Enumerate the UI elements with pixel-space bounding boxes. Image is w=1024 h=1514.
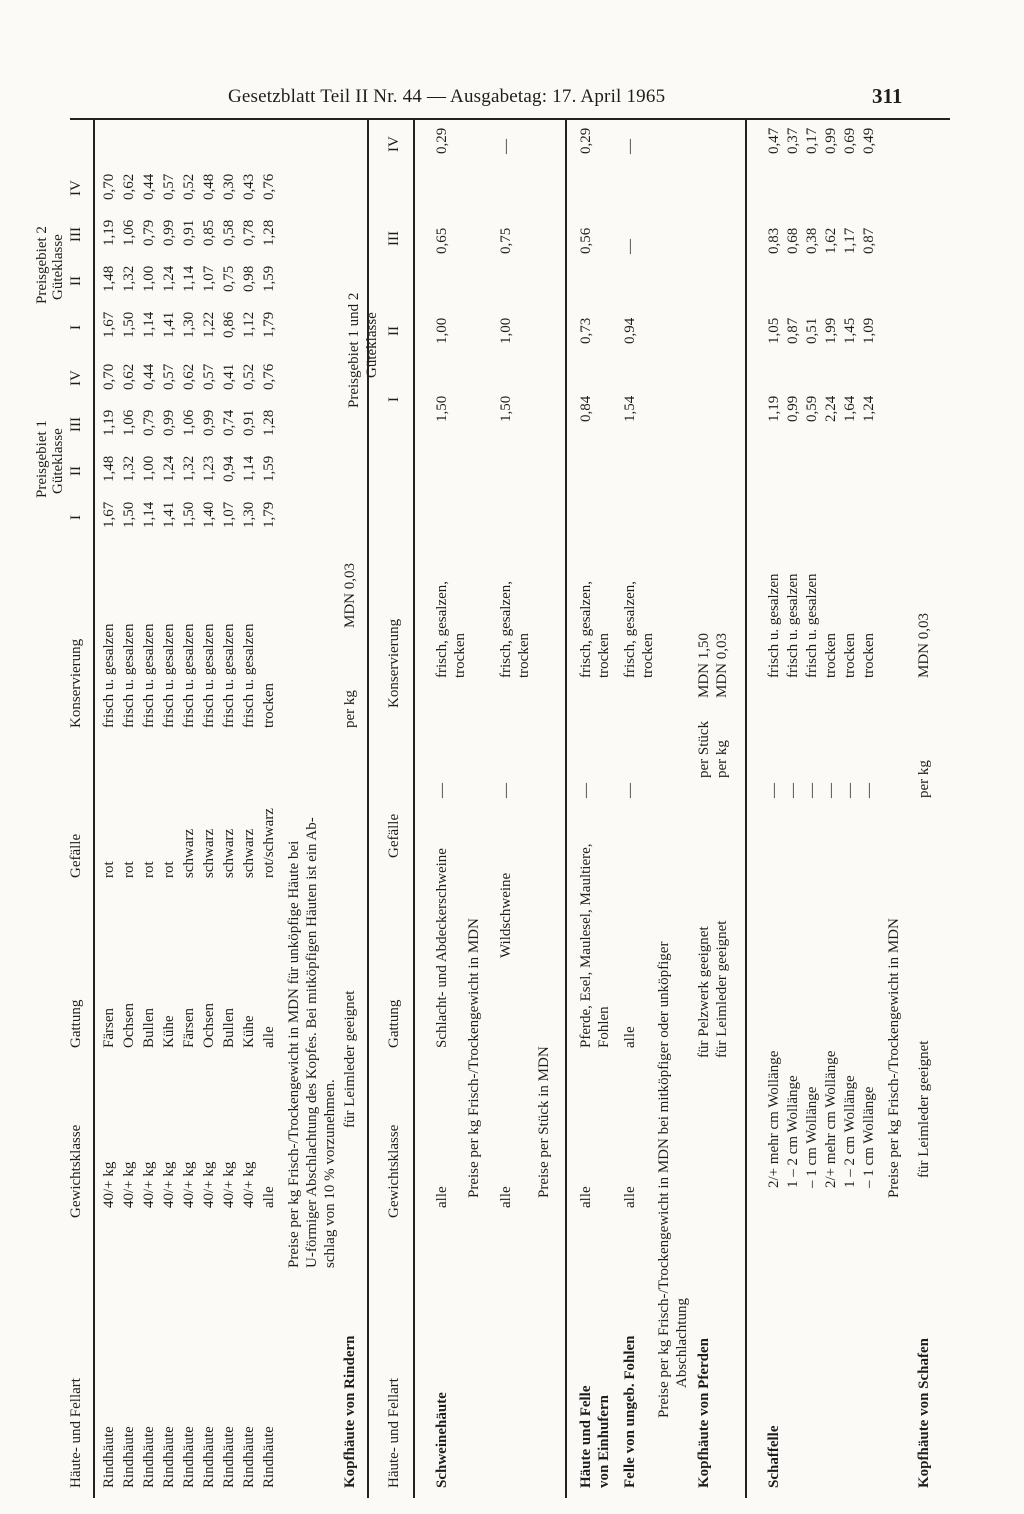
fohlen-konservierung: trocken — [640, 633, 656, 678]
wild-price-3: 0,75 — [498, 227, 514, 254]
schaf-konservierung: frisch u. gesalzen — [804, 573, 820, 678]
row-pg2-price-2: 1,32 — [121, 265, 137, 292]
note-pferde-line: Preise per kg Frisch-/Trockengewicht in MDN bei mitköpfiger oder unköpfiger — [656, 941, 672, 1418]
col-header-konservierung-2: Konservierung — [386, 618, 402, 708]
row-pg2-price-4: 0,52 — [181, 173, 197, 200]
schaf-price-2: 0,51 — [804, 317, 820, 344]
row-gefaelle: schwarz — [201, 828, 217, 878]
row-pg1-price-1: 1,79 — [261, 501, 277, 528]
header-pg12-I: I — [386, 397, 402, 402]
schwein-price-2: 1,00 — [434, 317, 450, 344]
row-gewichtsklasse: 40/+ kg — [141, 1161, 157, 1208]
header-preisgebiet-2: Preisgebiet 2 — [34, 226, 50, 304]
row-pg1-price-2: 1,23 — [201, 455, 217, 482]
rotated-price-table — [34, 0, 955, 1498]
row-konservierung: frisch u. gesalzen — [161, 623, 177, 728]
row-gefaelle: rot — [101, 861, 117, 878]
row-pg2-price-4: 0,48 — [201, 173, 217, 200]
einhufer-gattung: Pferde, Esel, Maulesel, Maultiere, — [578, 843, 594, 1048]
row-pg1-price-4: 0,44 — [141, 363, 157, 390]
schwein-price-3: 0,65 — [434, 227, 450, 254]
einhufer-gattung: Fohlen — [596, 1006, 612, 1048]
schwein-konservierung: trocken — [452, 633, 468, 678]
wild-price-1: 1,50 — [498, 395, 514, 422]
row-konservierung: frisch u. gesalzen — [141, 623, 157, 728]
schaf-price-4: 0,17 — [804, 127, 820, 154]
schwein-price-1: 1,50 — [434, 395, 450, 422]
schaf-konservierung: trocken — [861, 633, 877, 678]
schaf-klasse: 2/+ mehr cm Wollänge — [823, 1050, 839, 1188]
row-pg1-price-1: 1,50 — [121, 501, 137, 528]
schaf-gefaelle: — — [823, 783, 839, 798]
schaf-price-1: 0,59 — [804, 395, 820, 422]
wild-gefaelle: — — [498, 783, 514, 798]
schwein-gefaelle: — — [434, 783, 450, 798]
section-rule-3 — [745, 118, 747, 1498]
schaf-price-2: 1,05 — [766, 317, 782, 344]
header-preisgebiet-1: Preisgebiet 1 — [34, 420, 50, 498]
row-pg1-price-4: 0,62 — [121, 363, 137, 390]
row-konservierung: frisch u. gesalzen — [221, 623, 237, 728]
row-gattung: Färsen — [101, 1008, 117, 1048]
col-header-gattung-2: Gattung — [386, 999, 402, 1048]
schaf-price-1: 2,24 — [823, 395, 839, 422]
wild-klasse: alle — [498, 1186, 514, 1208]
row-gattung: Bullen — [221, 1008, 237, 1048]
einhufer-price-1: 0,84 — [578, 395, 594, 422]
row-pg2-price-3: 0,58 — [221, 219, 237, 246]
schaf-price-4: 0,47 — [766, 127, 782, 154]
header-pg12-III: III — [386, 231, 402, 246]
note-rinder-line: U-förmiger Abschlachtung des Kopfes. Bei mitköpfigen Häuten ist ein Ab- — [304, 817, 320, 1268]
row-pg1-price-1: 1,30 — [241, 501, 257, 528]
row-pg1-price-2: 1,59 — [261, 455, 277, 482]
schaf-klasse: 1 – 2 cm Wollänge — [842, 1075, 858, 1188]
gazette-title: Gesetzblatt Teil II Nr. 44 — Ausgabetag: 17. April 1965 — [228, 86, 666, 107]
row-gefaelle: rot — [121, 861, 137, 878]
row-gewichtsklasse: 40/+ kg — [121, 1161, 137, 1208]
row-gewichtsklasse: 40/+ kg — [221, 1161, 237, 1208]
fohlen-art: Felle von ungeb. Fohlen — [622, 1335, 638, 1488]
row-pg1-price-4: 0,57 — [201, 363, 217, 390]
note-rinder-line: schlag von 10 % vorzunehmen. — [322, 1079, 338, 1268]
schaf-gefaelle: — — [785, 783, 801, 798]
row-gefaelle: rot — [141, 861, 157, 878]
kopf-pferde-art: Kopfhäute von Pferden — [696, 1338, 712, 1488]
row-pg1-price-4: 0,62 — [181, 363, 197, 390]
schaf-price-3: 1,17 — [842, 227, 858, 254]
einhufer-price-4: 0,29 — [578, 127, 594, 154]
row-pg2-price-3: 0,91 — [181, 219, 197, 246]
row-pg1-price-1: 1,07 — [221, 501, 237, 528]
row-gattung: Ochsen — [201, 1003, 217, 1048]
row-pg1-price-2: 1,32 — [181, 455, 197, 482]
col-header-art: Häute- und Fellart — [68, 1378, 84, 1488]
einhufer-price-2: 0,73 — [578, 317, 594, 344]
header-gueteklasse-3: Güteklasse — [364, 312, 380, 378]
schaf-price-2: 0,87 — [785, 317, 801, 344]
row-pg1-price-2: 1,14 — [241, 455, 257, 482]
row-pg2-price-3: 1,06 — [121, 219, 137, 246]
header-pg2-IV: IV — [68, 180, 84, 196]
row-pg2-price-1: 1,14 — [141, 311, 157, 338]
row-pg2-price-4: 0,62 — [121, 173, 137, 200]
row-gattung: Färsen — [181, 1008, 197, 1048]
kopf-rinder-price: MDN 0,03 — [342, 562, 358, 628]
row-pg2-price-2: 0,98 — [241, 265, 257, 292]
wild-konservierung: trocken — [516, 633, 532, 678]
fohlen-gattung: alle — [622, 1026, 638, 1048]
row-pg1-price-3: 1,06 — [121, 409, 137, 436]
row-gattung: alle — [261, 1026, 277, 1048]
row-gewichtsklasse: 40/+ kg — [201, 1161, 217, 1208]
schaf-konservierung: trocken — [823, 633, 839, 678]
wild-price-4: — — [498, 139, 514, 154]
header-pg2-III: III — [68, 227, 84, 242]
row-pg1-price-3: 1,19 — [101, 409, 117, 436]
row-pg2-price-4: 0,44 — [141, 173, 157, 200]
schaf-price-1: 1,24 — [861, 395, 877, 422]
row-pg1-price-4: 0,52 — [241, 363, 257, 390]
header-preisgebiet-1-und-2: Preisgebiet 1 und 2 — [346, 292, 362, 408]
header-pg12-II: II — [386, 326, 402, 336]
schaf-konservierung: trocken — [842, 633, 858, 678]
row-pg2-price-2: 0,75 — [221, 265, 237, 292]
row-pg2-price-1: 1,30 — [181, 311, 197, 338]
row-pg2-price-1: 1,12 — [241, 311, 257, 338]
kopf-pferde-price-2: MDN 0,03 — [714, 632, 730, 698]
row-pg2-price-1: 1,67 — [101, 311, 117, 338]
row-art: Rindhäute — [161, 1426, 177, 1488]
schaf-gefaelle: — — [842, 783, 858, 798]
row-pg1-price-3: 0,74 — [221, 409, 237, 436]
row-pg1-price-3: 1,28 — [261, 409, 277, 436]
schwein-konservierung: frisch, gesalzen, — [434, 580, 450, 678]
einhufer-konservierung: trocken — [596, 633, 612, 678]
row-pg1-price-2: 1,24 — [161, 455, 177, 482]
row-pg1-price-2: 1,00 — [141, 455, 157, 482]
header-pg2-II: II — [68, 276, 84, 286]
einhufer-konservierung: frisch, gesalzen, — [578, 580, 594, 678]
row-art: Rindhäute — [121, 1426, 137, 1488]
schaf-price-4: 0,37 — [785, 127, 801, 154]
schaf-konservierung: frisch u. gesalzen — [785, 573, 801, 678]
fohlen-gefaelle: — — [622, 783, 638, 798]
row-pg2-price-2: 1,48 — [101, 265, 117, 292]
row-pg2-price-2: 1,14 — [181, 265, 197, 292]
row-konservierung: frisch u. gesalzen — [241, 623, 257, 728]
row-pg1-price-4: 0,76 — [261, 363, 277, 390]
col-header-gattung: Gattung — [68, 999, 84, 1048]
col-header-gewichtsklasse-2: Gewichtsklasse — [386, 1124, 402, 1218]
schaf-gefaelle: — — [766, 783, 782, 798]
schaf-price-1: 1,19 — [766, 395, 782, 422]
kopf-schafe-price: MDN 0,03 — [916, 612, 932, 678]
schaf-price-3: 0,68 — [785, 227, 801, 254]
fohlen-price-2: 0,94 — [622, 317, 638, 344]
einhufer-art: Häute und Felle — [578, 1385, 594, 1488]
row-konservierung: frisch u. gesalzen — [201, 623, 217, 728]
row-gattung: Kühe — [161, 1015, 177, 1048]
row-pg2-price-1: 1,22 — [201, 311, 217, 338]
header-pg2-I: I — [68, 325, 84, 330]
schaf-price-2: 1,09 — [861, 317, 877, 344]
row-pg2-price-3: 0,78 — [241, 219, 257, 246]
schwein-art: Schweinehäute — [434, 1392, 450, 1488]
kopf-pferde-unit-2: per kg — [714, 740, 730, 778]
schaf-gefaelle: — — [861, 783, 877, 798]
row-art: Rindhäute — [221, 1426, 237, 1488]
fohlen-price-1: 1,54 — [622, 395, 638, 422]
row-pg2-price-3: 1,28 — [261, 219, 277, 246]
schaf-price-3: 0,83 — [766, 227, 782, 254]
header-gueteklasse-1: Güteklasse — [50, 428, 66, 494]
row-gewichtsklasse: 40/+ kg — [101, 1161, 117, 1208]
row-pg1-price-3: 0,91 — [241, 409, 257, 436]
row-pg2-price-1: 1,50 — [121, 311, 137, 338]
col-header-gefaelle: Gefälle — [68, 833, 84, 878]
row-pg2-price-4: 0,30 — [221, 173, 237, 200]
row-art: Rindhäute — [101, 1426, 117, 1488]
note-pferde-line: Abschlachtung — [674, 1298, 690, 1388]
schaf-klasse: 1 – 2 cm Wollänge — [785, 1075, 801, 1188]
row-art: Rindhäute — [181, 1426, 197, 1488]
row-pg1-price-1: 1,67 — [101, 501, 117, 528]
header-pg1-II: II — [68, 466, 84, 476]
row-pg2-price-1: 1,79 — [261, 311, 277, 338]
schaf-price-4: 0,49 — [861, 127, 877, 154]
row-pg1-price-2: 1,32 — [121, 455, 137, 482]
row-art: Rindhäute — [241, 1426, 257, 1488]
row-gefaelle: schwarz — [221, 828, 237, 878]
fohlen-price-3: — — [622, 239, 638, 254]
col-header-art-2: Häute- und Fellart — [386, 1378, 402, 1488]
kopf-schafe-use: für Leimleder geeignet — [916, 1040, 932, 1178]
schaf-price-4: 0,99 — [823, 127, 839, 154]
schaf-price-2: 1,45 — [842, 317, 858, 344]
schaf-art: Schaffelle — [766, 1425, 782, 1488]
schwein-note: Preise per kg Frisch-/Trockengewicht in MDN — [466, 918, 482, 1198]
row-pg2-price-1: 0,86 — [221, 311, 237, 338]
header-rule-1 — [93, 118, 95, 1498]
row-gefaelle: rot — [161, 861, 177, 878]
row-pg1-price-3: 0,99 — [161, 409, 177, 436]
row-pg1-price-2: 0,94 — [221, 455, 237, 482]
header-rule-2 — [413, 118, 415, 1498]
row-pg1-price-1: 1,40 — [201, 501, 217, 528]
row-pg2-price-3: 0,85 — [201, 219, 217, 246]
row-pg1-price-4: 0,57 — [161, 363, 177, 390]
row-art: Rindhäute — [141, 1426, 157, 1488]
col-header-gefaelle-2: Gefälle — [386, 813, 402, 858]
row-gattung: Bullen — [141, 1008, 157, 1048]
row-gattung: Ochsen — [121, 1003, 137, 1048]
row-pg1-price-1: 1,14 — [141, 501, 157, 528]
row-pg1-price-1: 1,41 — [161, 501, 177, 528]
kopf-pferde-use-1: für Pelzwerk geeignet — [696, 926, 712, 1058]
row-konservierung: frisch u. gesalzen — [101, 623, 117, 728]
header-pg1-III: III — [68, 417, 84, 432]
row-gewichtsklasse: 40/+ kg — [161, 1161, 177, 1208]
fohlen-price-4: — — [622, 139, 638, 154]
row-gefaelle: schwarz — [241, 828, 257, 878]
schaf-price-3: 1,62 — [823, 227, 839, 254]
row-gewichtsklasse: 40/+ kg — [241, 1161, 257, 1208]
row-pg2-price-1: 1,41 — [161, 311, 177, 338]
einhufer-klasse: alle — [578, 1186, 594, 1208]
page-number: 311 — [872, 84, 903, 108]
row-pg2-price-4: 0,43 — [241, 173, 257, 200]
einhufer-art: von Einhufern — [596, 1395, 612, 1488]
kopf-rinder-art: Kopfhäute von Rindern — [342, 1335, 358, 1488]
row-gefaelle: rot/schwarz — [261, 808, 277, 878]
note-rinder-line: Preise per kg Frisch-/Trockengewicht in MDN für unköpfige Häute bei — [286, 840, 302, 1268]
note-schafe: Preise per kg Frisch-/Trockengewicht in MDN — [886, 918, 902, 1198]
schaf-konservierung: frisch u. gesalzen — [766, 573, 782, 678]
header-pg1-I: I — [68, 515, 84, 520]
row-gefaelle: schwarz — [181, 828, 197, 878]
schaf-price-3: 0,38 — [804, 227, 820, 254]
row-gewichtsklasse: 40/+ kg — [181, 1161, 197, 1208]
row-pg2-price-4: 0,70 — [101, 173, 117, 200]
kopf-rinder-use: für Leimleder geeignet — [342, 990, 358, 1128]
row-pg2-price-2: 1,24 — [161, 265, 177, 292]
wild-gattung: Wildschweine — [498, 872, 514, 958]
schwein-klasse: alle — [434, 1186, 450, 1208]
row-pg1-price-4: 0,70 — [101, 363, 117, 390]
schaf-klasse: – 1 cm Wollänge — [861, 1086, 877, 1188]
row-gattung: Kühe — [241, 1015, 257, 1048]
einhufer-price-3: 0,56 — [578, 227, 594, 254]
section-rule-2 — [565, 118, 567, 1498]
row-pg1-price-3: 1,06 — [181, 409, 197, 436]
schaf-price-1: 1,64 — [842, 395, 858, 422]
row-pg2-price-3: 0,79 — [141, 219, 157, 246]
schwein-price-4: 0,29 — [434, 127, 450, 154]
schaf-price-1: 0,99 — [785, 395, 801, 422]
row-pg1-price-1: 1,50 — [181, 501, 197, 528]
schaf-price-3: 0,87 — [861, 227, 877, 254]
kopf-pferde-use-2: für Leimleder geeignet — [714, 920, 730, 1058]
row-konservierung: frisch u. gesalzen — [181, 623, 197, 728]
row-pg1-price-3: 0,79 — [141, 409, 157, 436]
row-pg2-price-4: 0,76 — [261, 173, 277, 200]
row-pg2-price-2: 1,07 — [201, 265, 217, 292]
kopf-schafe-unit: per kg — [916, 760, 932, 798]
row-pg2-price-2: 1,00 — [141, 265, 157, 292]
schaf-price-2: 1,99 — [823, 317, 839, 344]
row-art: Rindhäute — [261, 1426, 277, 1488]
row-pg2-price-4: 0,57 — [161, 173, 177, 200]
schaf-gefaelle: — — [804, 783, 820, 798]
row-pg2-price-2: 1,59 — [261, 265, 277, 292]
wild-price-2: 1,00 — [498, 317, 514, 344]
schaf-klasse: – 1 cm Wollänge — [804, 1086, 820, 1188]
row-pg1-price-2: 1,48 — [101, 455, 117, 482]
schwein-gattung: Schlacht- und Abdeckerschweine — [434, 848, 450, 1048]
row-pg1-price-3: 0,99 — [201, 409, 217, 436]
schaf-price-4: 0,69 — [842, 127, 858, 154]
row-pg2-price-3: 0,99 — [161, 219, 177, 246]
header-pg12-IV: IV — [386, 136, 402, 152]
row-konservierung: frisch u. gesalzen — [121, 623, 137, 728]
row-konservierung: trocken — [261, 683, 277, 728]
row-art: Rindhäute — [201, 1426, 217, 1488]
kopf-pferde-price-1: MDN 1,50 — [696, 632, 712, 698]
header-gueteklasse-2: Güteklasse — [50, 234, 66, 300]
kopf-pferde-unit-1: per Stück — [696, 720, 712, 778]
fohlen-klasse: alle — [622, 1186, 638, 1208]
schaf-klasse: 2/+ mehr cm Wollänge — [766, 1050, 782, 1188]
col-header-konservierung: Konservierung — [68, 638, 84, 728]
fohlen-konservierung: frisch, gesalzen, — [622, 580, 638, 678]
col-header-gewichtsklasse: Gewichtsklasse — [68, 1124, 84, 1218]
kopf-schafe-art: Kopfhäute von Schafen — [916, 1337, 932, 1488]
schwein-note-2: Preise per Stück in MDN — [536, 1046, 552, 1198]
einhufer-gefaelle: — — [578, 783, 594, 798]
wild-konservierung: frisch, gesalzen, — [498, 580, 514, 678]
row-gewichtsklasse: alle — [261, 1186, 277, 1208]
row-pg2-price-3: 1,19 — [101, 219, 117, 246]
header-pg1-IV: IV — [68, 370, 84, 386]
row-pg1-price-4: 0,41 — [221, 363, 237, 390]
kopf-rinder-unit: per kg — [342, 690, 358, 728]
